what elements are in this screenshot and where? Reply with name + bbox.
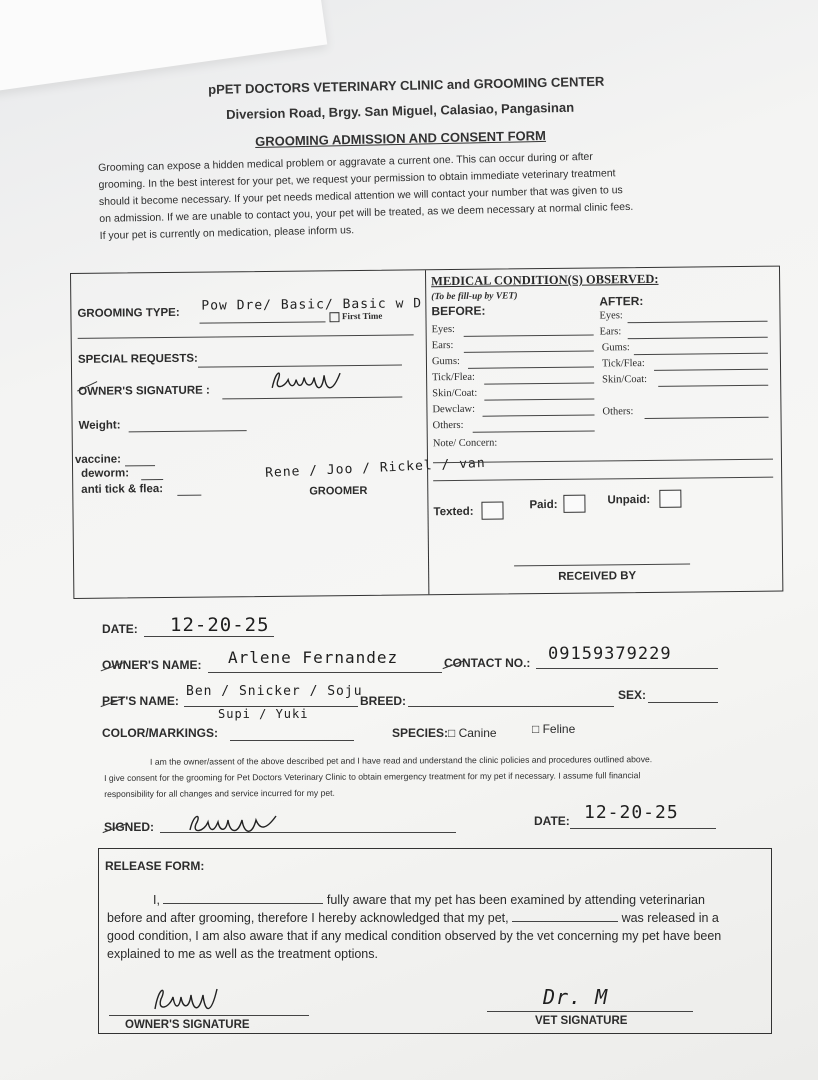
release-line-1-start: I, [153, 893, 164, 907]
date-label: DATE: [102, 622, 138, 636]
contact-label: CONTACT NO.: [444, 656, 531, 670]
owner-name-value[interactable]: Arlene Fernandez [228, 648, 399, 667]
pet-name-label: PET'S NAME: [102, 694, 179, 708]
date-line [144, 636, 274, 637]
groomer-label: GROOMER [309, 484, 368, 498]
species-feline-option[interactable]: □ Feline [532, 722, 576, 736]
intro-line: grooming. In the best interest for your pet, we request your permission to obtain immediate veterinary treatment [98, 167, 616, 191]
grooming-type-label: GROOMING TYPE: [77, 306, 180, 320]
checkbox-icon [329, 312, 339, 322]
vaccine-field[interactable] [125, 465, 155, 466]
paid-label: Paid: [529, 498, 558, 512]
contact-value[interactable]: 09159379229 [548, 644, 672, 664]
signed-line [160, 832, 456, 833]
before-others-field[interactable] [473, 431, 595, 433]
before-tickflea-field[interactable] [484, 383, 594, 385]
unpaid-label: Unpaid: [607, 493, 651, 507]
received-by-label: RECEIVED BY [558, 570, 637, 583]
after-ears-field[interactable] [628, 337, 768, 339]
consent-date-line [570, 828, 716, 829]
owner-signature-label: OWNER'S SIGNATURE : [78, 384, 210, 398]
consent-line: responsibility for all changes and service incurred for my pet. [104, 787, 335, 799]
intro-line: should it become necessary. If your pet needs medical attention we will contact your number that was given to us [98, 184, 623, 208]
owner-signature-drawing[interactable] [268, 365, 348, 396]
received-by-line[interactable] [514, 564, 690, 567]
before-label: BEFORE: [431, 303, 486, 319]
before-dewclaw-label: Dewclaw: [432, 403, 476, 416]
after-others-label: Others: [602, 406, 634, 418]
after-tickflea-label: Tick/Flea: [601, 357, 645, 370]
weight-field[interactable] [129, 430, 247, 432]
release-line-4: explained to me as well as the treatment options. [107, 947, 378, 961]
weight-label: Weight: [78, 419, 121, 432]
consent-paragraph [104, 751, 744, 802]
after-skincoat-field[interactable] [658, 385, 768, 387]
after-eyes-label: Eyes: [599, 310, 623, 322]
box-divider [425, 270, 429, 594]
release-owner-signature-drawing[interactable] [151, 983, 221, 1017]
before-skincoat-field[interactable] [484, 399, 594, 401]
grooming-type-value[interactable]: Pow Dre/ Basic/ Basic w D [201, 296, 423, 314]
before-dewclaw-field[interactable] [483, 415, 595, 417]
admission-box [70, 266, 783, 599]
after-tickflea-field[interactable] [654, 369, 768, 371]
before-skincoat-label: Skin/Coat: [432, 387, 478, 400]
medical-subtitle: (To be fill-up by VET) [431, 291, 518, 303]
sex-label: SEX: [618, 688, 647, 702]
breed-field[interactable] [408, 706, 614, 707]
release-pet-field[interactable] [512, 921, 618, 922]
form-title: GROOMING ADMISSION AND CONSENT FORM [255, 127, 547, 149]
release-title: RELEASE FORM: [105, 859, 205, 873]
before-others-label: Others: [432, 419, 464, 432]
release-name-field[interactable] [163, 903, 323, 904]
after-skincoat-label: Skin/Coat: [602, 373, 648, 386]
intro-line: If your pet is currently on medication, please inform us. [99, 224, 355, 242]
deworm-label: deworm: [81, 467, 130, 480]
after-ears-label: Ears: [599, 326, 622, 338]
release-owner-signature-line [109, 1015, 309, 1016]
after-gums-field[interactable] [634, 353, 768, 355]
owner-name-line [208, 672, 442, 673]
before-ears-label: Ears: [431, 339, 454, 352]
release-line-1 [153, 893, 705, 907]
note-line-2[interactable] [433, 477, 773, 482]
note-label: Note/ Concern: [432, 437, 498, 450]
before-ears-field[interactable] [464, 351, 594, 353]
owner-name-label: OWNER'S NAME: [102, 658, 202, 672]
intro-line: Grooming can expose a hidden medical problem or aggravate a current one. This can occur during or after [98, 150, 593, 174]
consent-line: I am the owner/assent of the above described pet and I have read and understand the clinic policies and procedures outlined above. [150, 754, 653, 767]
after-label: AFTER: [599, 293, 644, 309]
intro-line: on admission. If we are unable to contact you, your pet will be treated, as we deem necessary at normal clinic fees. [99, 200, 634, 225]
release-line-2-end: was released in a [618, 911, 719, 925]
consent-date-label: DATE: [534, 814, 570, 828]
anti-tick-field[interactable] [177, 495, 201, 496]
release-line-3: good condition, I am also aware that if any medical condition observed by the vet concerning my pet have been [107, 929, 722, 943]
release-form-box [98, 848, 772, 1034]
species-canine-option[interactable]: □ Canine [448, 726, 497, 740]
color-markings-field[interactable] [230, 740, 354, 741]
contact-line [536, 668, 718, 669]
grooming-type-line [200, 321, 326, 323]
release-line-1-end: fully aware that my pet has been examined by attending veterinarian [323, 893, 705, 907]
signed-signature-drawing[interactable] [186, 810, 282, 838]
breed-label: BREED: [360, 694, 407, 708]
first-time-checkbox[interactable] [329, 311, 382, 322]
consent-date-value[interactable]: 12-20-25 [584, 802, 679, 823]
species-label: SPECIES: [392, 726, 449, 740]
before-eyes-label: Eyes: [431, 323, 455, 336]
clinic-address: Diversion Road, Brgy. San Miguel, Calasiao, Pangasinan [226, 99, 575, 122]
vet-signature-line [487, 1011, 693, 1012]
before-gums-field[interactable] [468, 367, 594, 369]
release-owner-signature-label: OWNER'S SIGNATURE [125, 1019, 250, 1031]
texted-label: Texted: [433, 505, 474, 519]
paid-checkbox[interactable] [563, 495, 585, 513]
color-markings-label: COLOR/MARKINGS: [102, 726, 218, 740]
texted-checkbox[interactable] [481, 501, 503, 519]
release-line-2 [107, 911, 719, 925]
vaccine-label: vaccine: [74, 453, 122, 466]
unpaid-checkbox[interactable] [659, 490, 681, 508]
after-others-field[interactable] [645, 417, 769, 419]
anti-tick-label: anti tick & flea: [81, 483, 164, 496]
owner-signature-line [222, 397, 402, 400]
deworm-field[interactable] [141, 479, 163, 480]
date-value[interactable]: 12-20-25 [170, 614, 270, 636]
clinic-name: pPET DOCTORS VETERINARY CLINIC and GROOMING CENTER [208, 73, 605, 97]
after-gums-label: Gums: [601, 342, 630, 354]
pet-name-value[interactable]: Ben / Snicker / Soju [186, 684, 363, 699]
groomer-value[interactable]: Rene / Joo / Rickel / van [264, 455, 486, 481]
before-tickflea-label: Tick/Flea: [432, 371, 475, 384]
vet-signature-value[interactable]: Dr. M [543, 985, 609, 1009]
before-eyes-field[interactable] [464, 335, 594, 337]
medical-title: MEDICAL CONDITION(S) OBSERVED: [431, 271, 659, 289]
intro-paragraph [98, 145, 740, 244]
consent-line: I give consent for the grooming for Pet Doctors Veterinary Clinic to obtain emergency treatment for my pet if necessary. I assume full financial [104, 770, 641, 783]
signed-label: SIGNED: [104, 820, 155, 834]
vet-signature-label: VET SIGNATURE [535, 1015, 628, 1027]
grooming-extra-line [78, 334, 414, 339]
special-requests-label: SPECIAL REQUESTS: [77, 352, 198, 366]
sex-field[interactable] [648, 702, 718, 703]
release-line-2-start: before and after grooming, therefore I hereby acknowledged that my pet, [107, 911, 513, 925]
before-gums-label: Gums: [431, 355, 461, 368]
pet-name-value-2[interactable]: Supi / Yuki [218, 707, 309, 721]
first-time-label: First Time [341, 310, 383, 322]
after-eyes-field[interactable] [628, 321, 768, 323]
